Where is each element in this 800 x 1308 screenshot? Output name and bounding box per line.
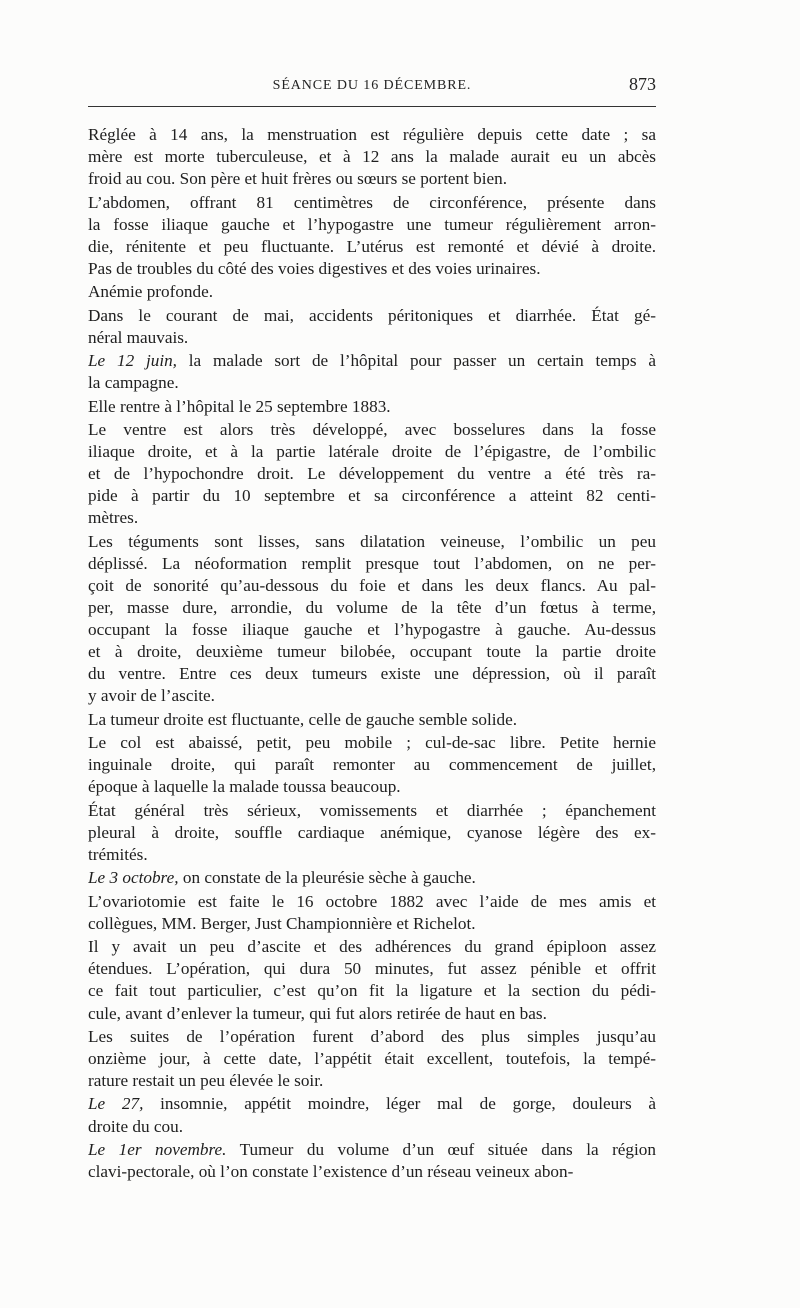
text-line: iliaque droite, et à la partie latérale droite de l’épigastre, de l’ombilic bbox=[88, 442, 656, 462]
text-line: occupant la fosse iliaque gauche et l’hypogastre à gauche. Au-dessus bbox=[88, 620, 656, 640]
text-line: mère est morte tuberculeuse, et à 12 ans la malade aurait eu un abcès bbox=[88, 147, 656, 167]
paragraph bbox=[88, 709, 656, 731]
text-line: rature restait un peu élevée le soir. bbox=[88, 1071, 324, 1091]
running-title: SÉANCE DU 16 DÉCEMBRE. bbox=[272, 78, 472, 93]
text-line: per, masse dure, arrondie, du volume de la tête d’un fœtus à terme, bbox=[88, 598, 656, 618]
text-line: inguinale droite, qui paraît remonter au commencement de juillet, bbox=[88, 755, 656, 775]
paragraph bbox=[88, 531, 656, 708]
text-line: çoit de sonorité qu’au-dessous du foie et dans les deux flancs. Au pal- bbox=[88, 575, 656, 595]
text-line: du ventre. Entre ces deux tumeurs existe une dépression, où il paraît bbox=[88, 664, 656, 684]
text-line: Le col est abaissé, petit, peu mobile ; cul-de-sac libre. Petite hernie bbox=[88, 733, 656, 753]
text-line: Anémie profonde. bbox=[88, 282, 214, 302]
text-line: die, rénitente et peu fluctuante. L’utérus est remonté et dévié à droite. bbox=[88, 236, 656, 256]
text-line: la campagne. bbox=[88, 373, 179, 393]
paragraph bbox=[88, 350, 656, 394]
body-text bbox=[88, 124, 656, 1184]
text-line: clavi-pectorale, où l’on constate l’existence d’un réseau veineux abon- bbox=[88, 1162, 574, 1182]
paragraph bbox=[88, 800, 656, 866]
text-line: froid au cou. Son père et huit frères ou sœurs se portent bien. bbox=[88, 169, 508, 189]
text-line: Réglée à 14 ans, la menstruation est régulière depuis cette date ; sa bbox=[88, 125, 656, 144]
paragraph bbox=[88, 936, 656, 1024]
line-text: on constate de la pleurésie sèche à gauche. bbox=[178, 868, 476, 888]
italic-lead: Le 1er novembre. bbox=[88, 1139, 227, 1159]
paragraph bbox=[88, 305, 656, 349]
text-line: mètres. bbox=[88, 508, 139, 528]
paragraph bbox=[88, 396, 656, 418]
text-line: Les suites de l’opération furent d’abord des plus simples jusqu’au bbox=[88, 1026, 656, 1046]
text-line: onzième jour, à cette date, l’appétit était excellent, toutefois, la tempé- bbox=[88, 1049, 656, 1068]
line-text: la malade sort de l’hôpital pour passer un certain temps à bbox=[176, 351, 656, 371]
text-line bbox=[88, 350, 656, 372]
paragraph bbox=[88, 192, 656, 280]
text-line: L’ovariotomie est faite le 16 octobre 1882 avec l’aide de mes amis et bbox=[88, 891, 656, 911]
text-line: ce fait tout particulier, c’est qu’on fit la ligature et la section du pédi- bbox=[88, 981, 656, 1001]
text-line: pleural à droite, souffle cardiaque anémique, cyanose légère des ex- bbox=[88, 822, 656, 842]
italic-lead: Le 27, bbox=[88, 1094, 144, 1114]
text-line: Il y avait un peu d’ascite et des adhérences du grand épiploon assez bbox=[88, 937, 656, 957]
text-line: Dans le courant de mai, accidents péritoniques et diarrhée. État gé- bbox=[88, 305, 656, 325]
text-line: collègues, MM. Berger, Just Championnière et Richelot. bbox=[88, 913, 476, 933]
running-head bbox=[88, 70, 656, 104]
text-line bbox=[88, 1093, 656, 1115]
text-line: pide à partir du 10 septembre et sa circonférence a atteint 82 centi- bbox=[88, 486, 656, 506]
text-line: étendues. L’opération, qui dura 50 minutes, fut assez pénible et offrit bbox=[88, 959, 656, 979]
paragraph bbox=[88, 732, 656, 798]
page-number: 873 bbox=[629, 74, 656, 94]
text-line: la fosse iliaque gauche et l’hypogastre une tumeur régulièrement arron- bbox=[88, 214, 656, 234]
text-line: Elle rentre à l’hôpital le 25 septembre 1883. bbox=[88, 396, 391, 416]
italic-lead: Le 3 octobre, bbox=[88, 868, 179, 888]
paragraph bbox=[88, 867, 656, 889]
paragraph bbox=[88, 891, 656, 935]
text-line: cule, avant d’enlever la tumeur, qui fut alors retirée de haut en bas. bbox=[88, 1003, 547, 1023]
paragraph bbox=[88, 124, 656, 190]
text-line: L’abdomen, offrant 81 centimètres de circonférence, présente dans bbox=[88, 192, 656, 212]
text-line bbox=[88, 1139, 656, 1161]
text-line: Le ventre est alors très développé, avec bosselures dans la fosse bbox=[88, 420, 656, 439]
text-line: y avoir de l’ascite. bbox=[88, 686, 215, 706]
text-line: trémités. bbox=[88, 844, 148, 864]
text-line: néral mauvais. bbox=[88, 327, 189, 347]
text-line: La tumeur droite est fluctuante, celle de gauche semble solide. bbox=[88, 709, 518, 729]
paragraph bbox=[88, 281, 656, 303]
text-line: déplissé. La néoformation remplit presque tout l’abdomen, on ne per- bbox=[88, 553, 656, 573]
text-line bbox=[88, 867, 656, 889]
paragraph bbox=[88, 1026, 656, 1092]
line-text: Tumeur du volume d’un œuf située dans la région bbox=[226, 1139, 656, 1159]
paragraph bbox=[88, 1139, 656, 1183]
paragraph bbox=[88, 1093, 656, 1137]
text-line: Pas de troubles du côté des voies digestives et des voies urinaires. bbox=[88, 258, 541, 278]
text-line: époque à laquelle la malade toussa beaucoup. bbox=[88, 777, 401, 797]
paragraph bbox=[88, 419, 656, 529]
header-rule bbox=[88, 106, 656, 107]
text-line: et à droite, deuxième tumeur bilobée, occupant toute la partie droite bbox=[88, 642, 656, 662]
text-line: Les téguments sont lisses, sans dilatation veineuse, l’ombilic un peu bbox=[88, 531, 656, 551]
text-line: et de l’hypochondre droit. Le développement du ventre a été très ra- bbox=[88, 464, 656, 484]
line-text: insomnie, appétit moindre, léger mal de gorge, douleurs à bbox=[143, 1094, 656, 1114]
text-line: droite du cou. bbox=[88, 1116, 183, 1136]
italic-lead: Le 12 juin, bbox=[88, 351, 177, 371]
text-line: État général très sérieux, vomissements et diarrhée ; épanchement bbox=[88, 800, 656, 820]
